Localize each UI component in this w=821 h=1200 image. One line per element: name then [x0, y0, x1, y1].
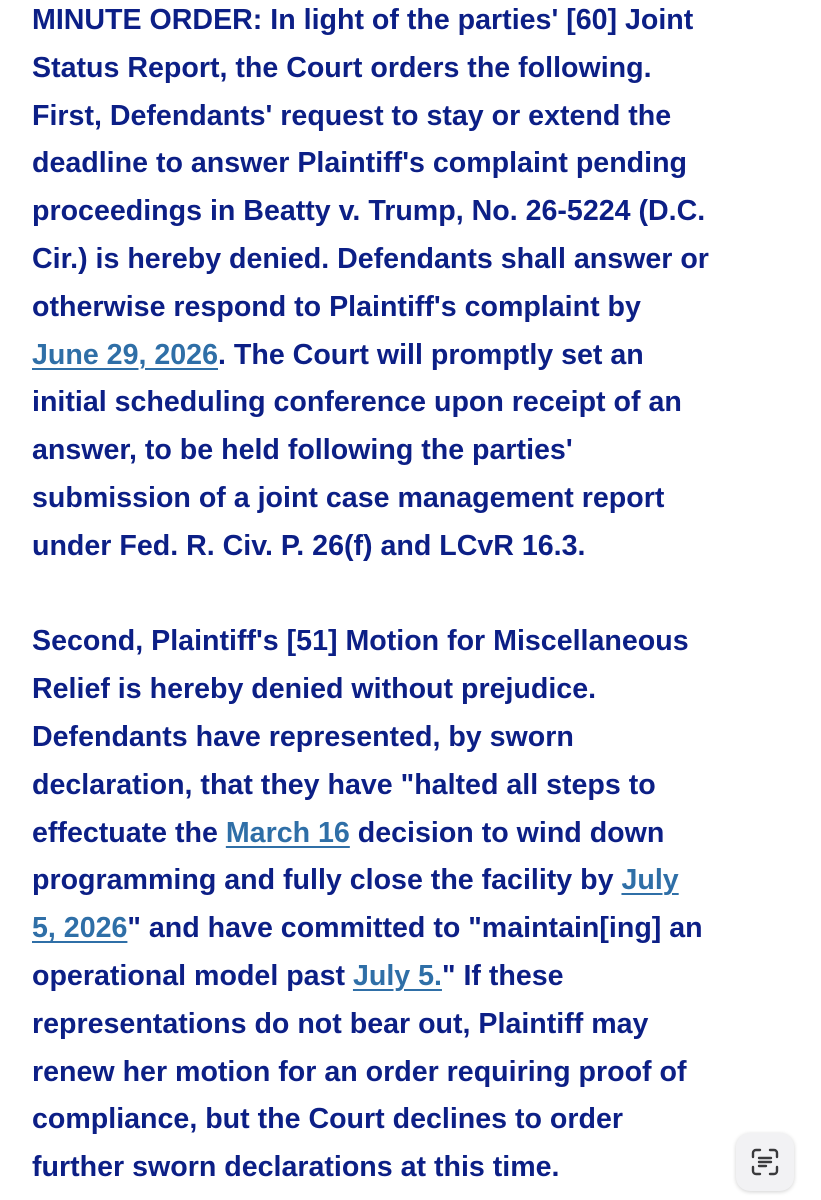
text-segment: . The Court will promptly set an: [218, 338, 644, 371]
text-line: representations do not bear out, Plaintiff may: [32, 1007, 649, 1040]
text-segment: " If these: [441, 959, 564, 992]
text-line: MINUTE ORDER: In light of the parties' [60] Joint: [32, 4, 694, 36]
text-line: proceedings in Beatty v. Trump, No. 26-5224 (D.C.: [32, 195, 706, 228]
live-text-scan-icon: [750, 1147, 780, 1177]
text-segment: programming and fully close the facility by: [32, 864, 622, 897]
text-line: otherwise respond to Plaintiff's complaint by: [32, 290, 641, 323]
text-line: Status Report, the Court orders the following.: [32, 51, 652, 84]
text-segment: " and have committed to "maintain[ing] an: [127, 912, 703, 945]
text-line: Relief is hereby denied without prejudice.: [32, 673, 597, 706]
text-line: declaration, that they have "halted all steps to: [32, 768, 656, 801]
text-line: [32, 857, 802, 905]
text-line: compliance, but the Court declines to order: [32, 1103, 624, 1136]
text-line: [32, 332, 802, 380]
text-line: [32, 905, 802, 953]
paragraph-first: [32, 0, 802, 571]
text-segment: operational model past: [32, 959, 353, 992]
text-line: answer, to be held following the parties': [32, 434, 573, 467]
paragraph-second: [32, 618, 802, 1192]
text-segment: effectuate the: [32, 816, 226, 849]
minute-order-document: [32, 0, 802, 1192]
date-link-march-16[interactable]: March 16: [225, 816, 350, 849]
date-link-july-5-2026-part1[interactable]: July: [621, 864, 679, 897]
text-line: [32, 810, 802, 858]
text-line: further sworn declarations at this time.: [32, 1151, 560, 1184]
date-link-july-5[interactable]: July 5.: [352, 959, 442, 992]
text-segment: decision to wind down: [349, 816, 665, 849]
text-line: Second, Plaintiff's [51] Motion for Miscellaneous: [32, 625, 689, 658]
live-text-scan-button[interactable]: [736, 1133, 794, 1191]
date-link-june-29[interactable]: June 29, 2026: [32, 338, 218, 371]
text-line: submission of a joint case management report: [32, 481, 665, 514]
text-line: deadline to answer Plaintiff's complaint pending: [32, 147, 688, 180]
text-line: First, Defendants' request to stay or extend the: [32, 99, 672, 132]
text-line: initial scheduling conference upon receipt of an: [32, 386, 682, 419]
date-link-july-5-2026-part2[interactable]: 5, 2026: [32, 912, 128, 945]
text-line: Defendants have represented, by sworn: [32, 720, 574, 753]
text-line: Cir.) is hereby denied. Defendants shall answer or: [32, 242, 709, 275]
text-line: [32, 953, 802, 1001]
text-line: renew her motion for an order requiring proof of: [32, 1055, 687, 1088]
text-line: under Fed. R. Civ. P. 26(f) and LCvR 16.3.: [32, 529, 586, 562]
